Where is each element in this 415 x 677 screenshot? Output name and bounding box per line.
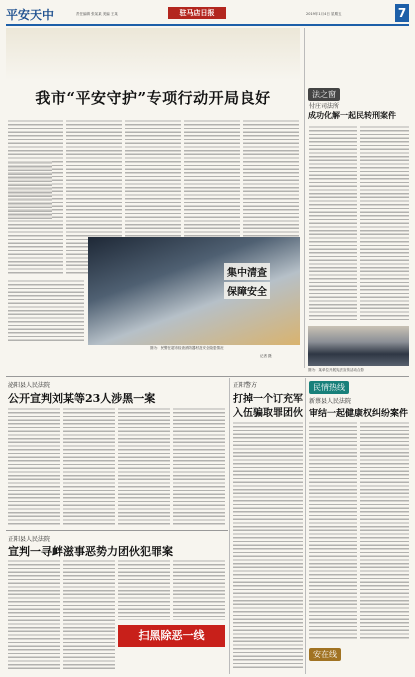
story2-text-col-2 xyxy=(63,558,115,670)
section-title: 平安天中 xyxy=(6,8,55,22)
right-subtitle: 付庄司法所 xyxy=(309,103,340,110)
br-headline: 审结一起健康权纠纷案件 xyxy=(309,409,409,419)
right-text-col-2 xyxy=(360,124,409,322)
story2-text-col-1 xyxy=(8,558,60,670)
br-text-col-1 xyxy=(309,420,357,640)
story1-text-col-1 xyxy=(8,406,60,526)
story2-text-col-4 xyxy=(173,558,225,620)
hotline-section-label: 民情热线 xyxy=(309,381,349,394)
page-number: 7 xyxy=(395,4,409,22)
page-header xyxy=(6,4,409,26)
right-section-label: 法之窗 xyxy=(308,88,340,101)
story1-headline: 公开宣判刘某等23人涉黑一案 xyxy=(8,392,156,405)
main-photo-caption: 图为：民警在超市检查消防器材及安全隐患情况 xyxy=(150,346,224,350)
right-text-col-1 xyxy=(309,124,357,322)
story2-text-col-3 xyxy=(118,558,170,620)
story1-kicker: 泌阳县人民法院 xyxy=(8,382,51,389)
story2-headline: 宣判一寻衅滋事恶势力团伙犯罪案 xyxy=(8,545,173,558)
story-separator xyxy=(6,530,228,531)
column-divider xyxy=(304,28,305,368)
body-text-filler xyxy=(8,160,52,220)
main-headline: 我市“平安守护”专项行动开局良好 xyxy=(35,89,271,107)
photo-overlay-2: 保障安全 xyxy=(224,282,270,299)
online-footer-label: 安在线 xyxy=(309,648,341,661)
body-text-lower xyxy=(8,278,84,342)
br-kicker: 新蔡县人民法院 xyxy=(309,398,352,405)
story1-text-col-4 xyxy=(173,406,225,526)
column-divider-3 xyxy=(305,378,306,674)
right-photo-caption: 图为：某单位开展宪法宣传活动合影 xyxy=(308,368,364,372)
right-photo xyxy=(308,326,409,366)
mid-headline-2: 入伍骗取罪团伙 xyxy=(233,408,303,419)
mid-kicker: 正阳警方 xyxy=(233,382,258,389)
right-headline: 成功化解一起民转刑案件 xyxy=(308,110,396,120)
photo-overlay-1: 集中清查 xyxy=(224,263,270,280)
br-text-col-2 xyxy=(360,420,409,640)
anti-gang-banner: 扫黑除恶一线 xyxy=(118,625,225,647)
editorial-meta: 责任编辑 张某某 美编 王某 xyxy=(76,12,118,16)
paper-logo: 驻马店日报 xyxy=(168,7,226,19)
issue-date: 2019年1月4日 星期五 xyxy=(306,12,342,16)
headline-banner xyxy=(6,28,300,80)
mid-headline-1: 打掉一个订充军 xyxy=(233,394,303,405)
story2-kicker: 正阳县人民法院 xyxy=(8,536,51,543)
main-photo-credit: 记者 摄 xyxy=(260,354,272,358)
mid-text-col xyxy=(233,420,303,670)
story1-text-col-2 xyxy=(63,406,115,526)
column-divider-2 xyxy=(229,378,230,674)
story1-text-col-3 xyxy=(118,406,170,526)
section-separator xyxy=(6,376,409,377)
